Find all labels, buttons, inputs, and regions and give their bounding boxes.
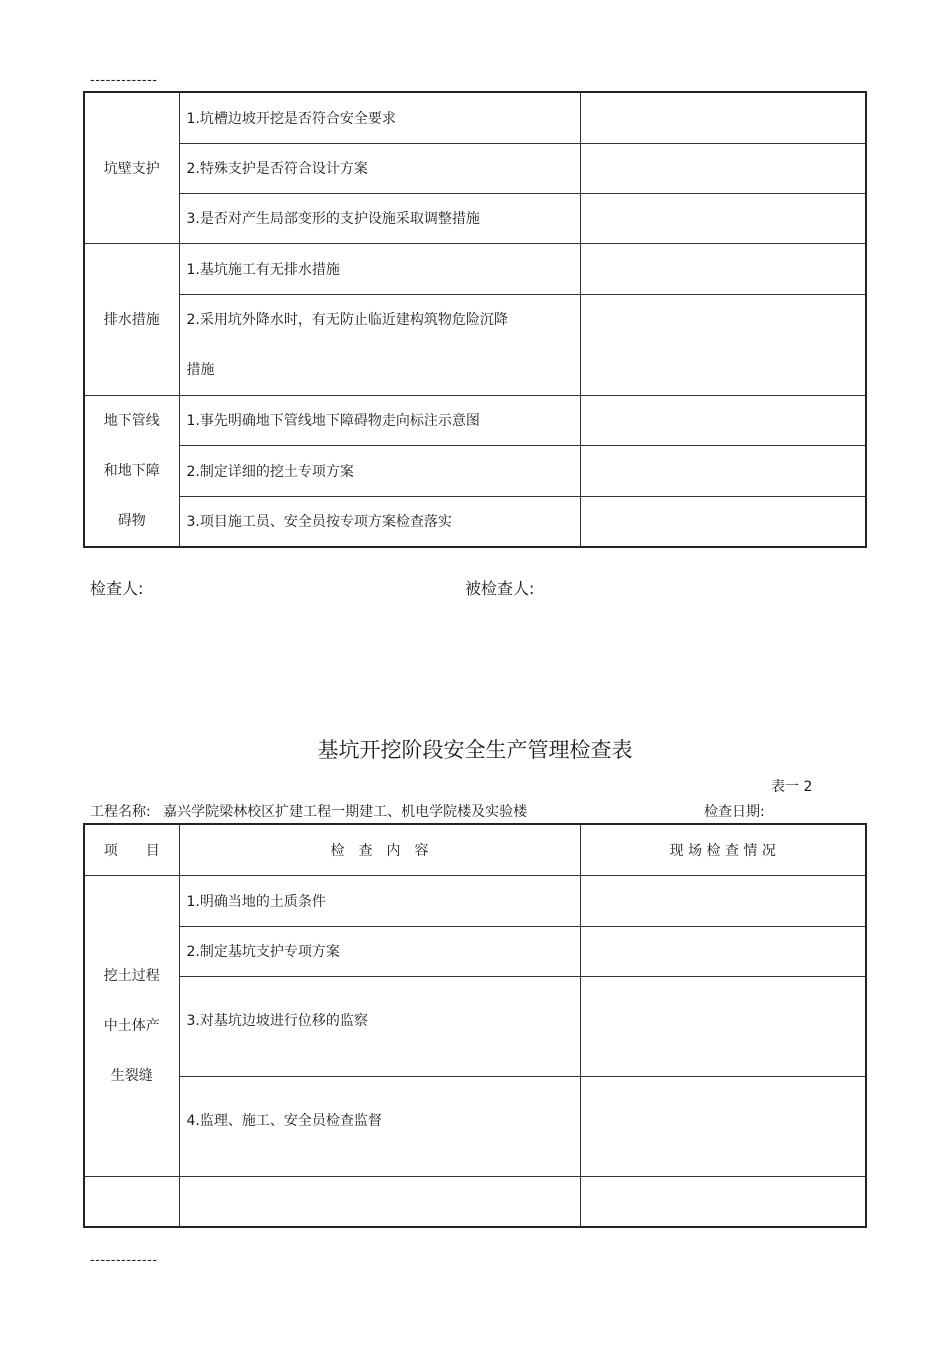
table-row <box>84 1076 866 1176</box>
result-cell[interactable] <box>580 976 866 1076</box>
project-name-row <box>90 801 527 821</box>
result-cell[interactable] <box>580 875 866 926</box>
empty-cell[interactable] <box>179 1176 580 1227</box>
inspection-table-2 <box>83 823 867 1228</box>
check-item: 1.明确当地的土质条件 <box>179 875 580 926</box>
table-row <box>84 976 866 1076</box>
result-cell[interactable] <box>580 445 866 496</box>
inspected-label: 被检查人: <box>465 579 535 598</box>
result-cell[interactable] <box>580 1076 866 1176</box>
project-label: 工程名称: <box>90 804 151 820</box>
table-row <box>84 496 866 547</box>
category-line: 地下管线 <box>103 412 160 429</box>
check-item: 1.基坑施工有无排水措施 <box>179 243 580 294</box>
result-cell[interactable] <box>580 395 866 445</box>
empty-cell[interactable] <box>84 1176 179 1227</box>
category-cell <box>84 875 179 1176</box>
category-cell <box>84 92 179 243</box>
check-item: 4.监理、施工、安全员检查监督 <box>179 1076 580 1176</box>
check-item: 1.坑槽边坡开挖是否符合安全要求 <box>179 92 580 143</box>
check-item-multiline <box>179 294 580 395</box>
result-cell[interactable] <box>580 926 866 976</box>
form-title: 基坑开挖阶段安全生产管理检查表 <box>317 738 633 762</box>
check-item: 3.是否对产生局部变形的支护设施采取调整措施 <box>179 193 580 243</box>
table-row <box>84 92 866 143</box>
table-row <box>84 193 866 243</box>
table-row <box>84 926 866 976</box>
category-line: 和地下障 <box>103 462 160 479</box>
column-header-content: 检 查 内 容 <box>179 824 580 875</box>
category-label: 排水措施 <box>103 312 160 328</box>
result-cell[interactable] <box>580 143 866 193</box>
inspection-date-label: 检查日期: <box>704 804 765 820</box>
check-item: 3.对基坑边坡进行位移的监察 <box>179 976 580 1076</box>
check-item: 1.事先明确地下管线地下障碍物走向标注示意图 <box>179 395 580 445</box>
table-row <box>84 143 866 193</box>
table-row <box>84 294 866 395</box>
check-item: 2.制定详细的挖土专项方案 <box>179 445 580 496</box>
header-row <box>84 824 866 875</box>
check-item-line: 措施 <box>186 361 215 378</box>
project-name: 嘉兴学院梁林校区扩建工程一期建工、机电学院楼及实验楼 <box>163 804 528 820</box>
category-label: 坑壁支护 <box>103 160 160 177</box>
category-cell <box>84 395 179 547</box>
table-row <box>84 243 866 294</box>
table-row <box>84 875 866 926</box>
category-cell <box>84 243 179 395</box>
category-line: 挖土过程 <box>103 967 160 984</box>
column-header-item: 项 目 <box>84 824 179 875</box>
result-cell[interactable] <box>580 294 866 395</box>
check-item: 2.制定基坑支护专项方案 <box>179 926 580 976</box>
column-header-result: 现 场 检 查 情 况 <box>580 824 866 875</box>
check-item: 2.特殊支护是否符合设计方案 <box>179 143 580 193</box>
category-line: 生裂缝 <box>110 1067 153 1084</box>
result-cell[interactable] <box>580 1176 866 1227</box>
empty-row <box>84 1176 866 1227</box>
inspection-table-1 <box>83 91 867 548</box>
table-row <box>84 445 866 496</box>
inspector-label: 检查人: <box>90 579 144 598</box>
result-cell[interactable] <box>580 496 866 547</box>
check-item: 3.项目施工员、安全员按专项方案检查落实 <box>179 496 580 547</box>
result-cell[interactable] <box>580 243 866 294</box>
top-dash-line: ------------- <box>90 73 158 88</box>
check-item-line: 2.采用坑外降水时，有无防止临近建构筑物危险沉降 <box>186 311 508 328</box>
category-line: 中土体产 <box>103 1017 160 1034</box>
table-number: 表一 2 <box>771 779 813 795</box>
result-cell[interactable] <box>580 92 866 143</box>
table-row <box>84 395 866 445</box>
bottom-dash-line: ------------- <box>90 1253 158 1268</box>
category-line: 碍物 <box>117 512 146 529</box>
result-cell[interactable] <box>580 193 866 243</box>
